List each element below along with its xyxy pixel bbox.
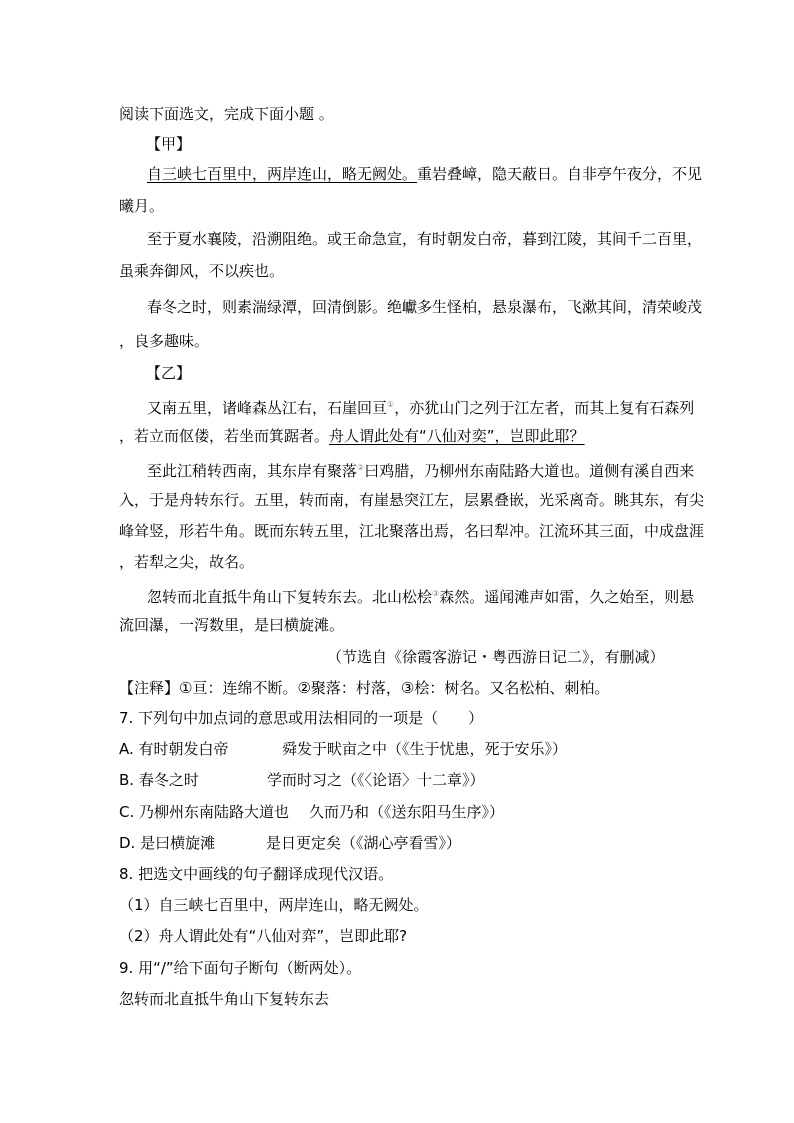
yi-p1-line2 (119, 426, 585, 446)
yi-p2-line2: 入，于是舟转东行。五里，转而南，有崖悬突江左，层累叠嵌，光采离奇。眺其东，有尖 (119, 491, 705, 509)
annotation-label: 【注释】 (119, 679, 180, 697)
q7-option-b-right: 学而时习之（《〈论语〉十二章》） (267, 771, 485, 789)
jia-p2-line1: 至于夏水襄陵，沿溯阻绝。或王命急宣，有时朝发白帝，暮到江陵，其间千二百里， (147, 230, 703, 248)
annotation-note (119, 678, 609, 698)
section-heading-jia: 【甲】 (146, 135, 192, 153)
yi-p2-line4: ，若犁之尖，故名。 (119, 553, 255, 571)
annotation-text: ①亘：连绵不断。②聚落：村落，③桧：树名。又名松柏、刺柏。 (179, 679, 610, 697)
yi-p3-line1-a: 忽转而北直抵牛角山下复转东去。北山松桧 (147, 588, 433, 606)
jia-p1-line1 (147, 164, 702, 184)
q7-option-c-left: C. 乃柳州东南陆路大道也 (119, 803, 290, 821)
yi-p2-line3: 峰耸竖，形若牛角。既而东转五里，江北聚落出焉，名曰犁冲。江流环其三面，中成盘涯 (119, 522, 705, 540)
yi-p3-line1 (147, 584, 694, 607)
jia-p1-line2: 曦月。 (119, 197, 165, 215)
q7-option-d-left: D. 是曰横旋滩 (119, 834, 216, 852)
yi-p2-line1-a: 至此江稍转西南，其东岸有聚落 (147, 462, 358, 480)
source-citation: （节选自《徐霞客游记・粤西游日记二》，有删减） (327, 648, 665, 666)
q8-sub-question-2: （2）舟人谓此处有“八仙对弈”，岂即此耶? (119, 927, 408, 945)
yi-p1-line1 (147, 395, 694, 418)
footnote-marker-1: ① (387, 400, 395, 409)
q7-option-c-right: 久而乃和（《送东阳马生序》） (309, 803, 505, 821)
q7-option-a-left: A. 有时朝发白帝 (119, 740, 229, 758)
q8-sub-question-1: （1）自三峡七百里中，两岸连山，略无阙处。 (119, 896, 429, 914)
yi-p2-line1 (147, 458, 694, 481)
yi-p1-line2-a: ，若立而伛偻，若坐而箕踞者。 (119, 427, 330, 445)
q7-option-b-left: B. 春冬之时 (119, 771, 199, 789)
underlined-sentence-1: 自三峡七百里中，两岸连山，略无阙处。 (147, 165, 418, 183)
question-9-stem: 9. 用“/”给下面句子断句（断两处）。 (119, 959, 362, 977)
yi-p2-line1-b: 曰鸡腊，乃柳州东南陆路大道也。道侧有溪自西来 (364, 462, 695, 480)
q9-sentence: 忽转而北直抵牛角山下复转东去 (119, 990, 330, 1008)
yi-p1-line1-a: 又南五里，诸峰森丛江右，石崖回亘 (147, 399, 388, 417)
jia-p2-line2: 虽乘奔御风，不以疾也。 (119, 262, 285, 280)
yi-p1-line1-b: ，亦犹山门之列于江左者，而其上复有石森列 (394, 399, 695, 417)
section-heading-yi: 【乙】 (146, 364, 192, 382)
question-8-stem: 8. 把选文中画线的句子翻译成现代汉语。 (119, 865, 394, 883)
footnote-marker-3: ③ (432, 589, 440, 598)
yi-p3-line2: 流回瀑，一泻数里，是曰横旋滩。 (119, 616, 345, 634)
underlined-sentence-2: 舟人谓此处有“八仙对奕”，岂即此耶？ (329, 427, 585, 445)
instruction-text: 阅读下面选文，完成下面小题 。 (119, 105, 334, 123)
footnote-marker-2: ② (357, 463, 365, 472)
yi-p3-line1-b: 森然。遥闻滩声如雷，久之始至，则悬 (439, 588, 695, 606)
jia-p1-line1-rest: 重岩叠嶂，隐天蔽日。自非亭午夜分，不见 (417, 165, 703, 183)
q7-option-d-right: 是日更定矣（《湖心亭看雪》） (266, 834, 462, 852)
jia-p3-line2: ，良多趣味。 (119, 332, 210, 350)
jia-p3-line1: 春冬之时，则素湍绿潭，回清倒影。绝巘多生怪柏，悬泉瀑布，飞漱其间，清荣峻茂 (147, 298, 703, 316)
q7-option-a-right: 舜发于畎亩之中（《生于忧患，死于安乐》） (282, 740, 568, 758)
question-7-stem: 7. 下列句中加点词的意思或用法相同的一项是（ ） (119, 709, 484, 727)
